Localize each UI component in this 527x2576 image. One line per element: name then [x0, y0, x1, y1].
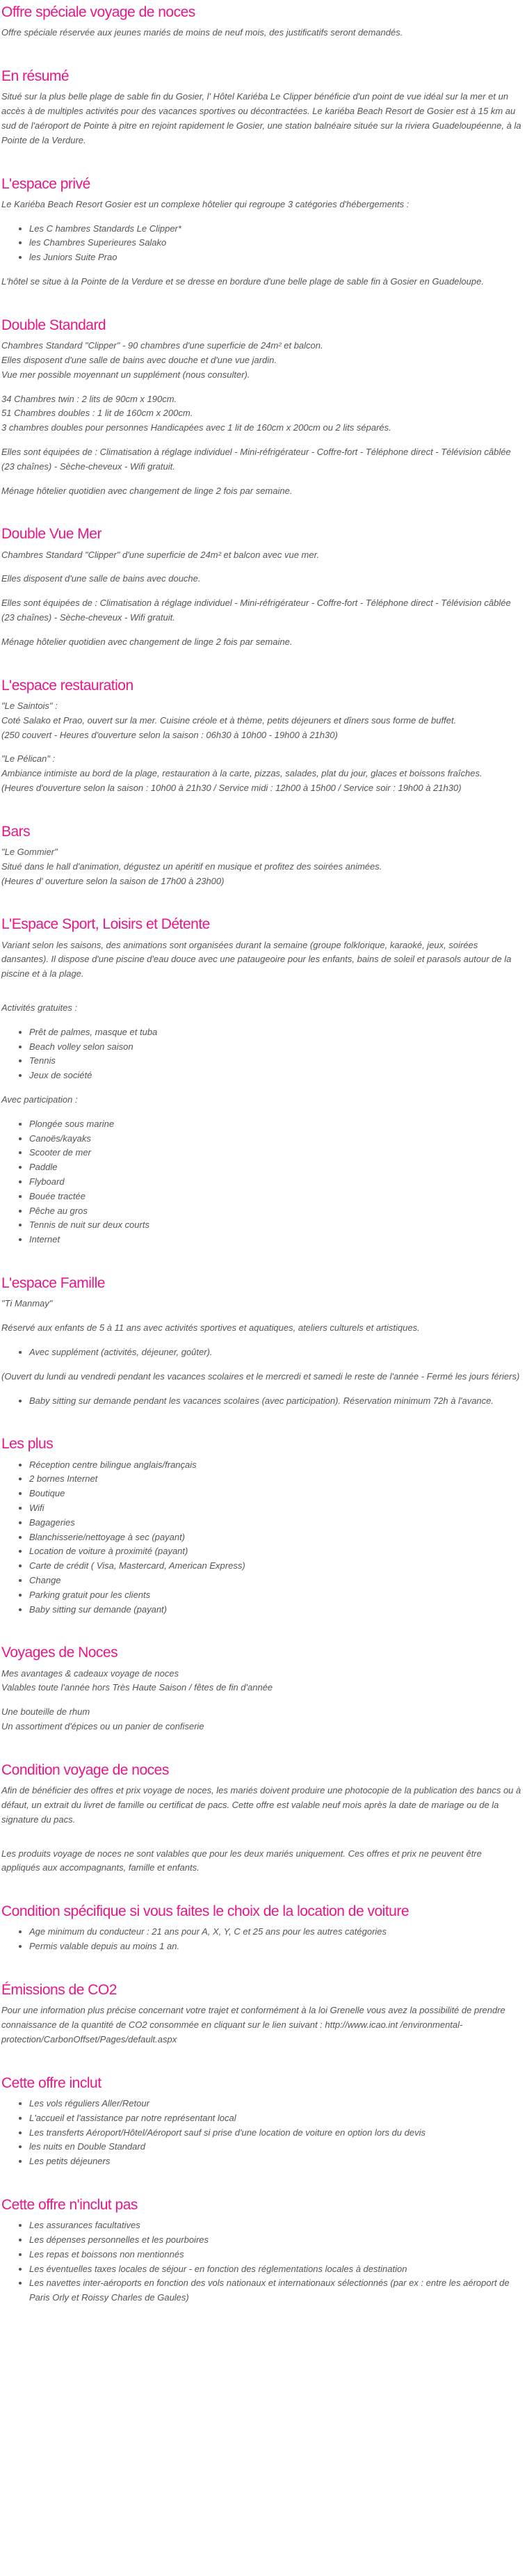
list-item: • Baby sitting sur demande (payant) [29, 1603, 523, 1617]
list-item: • Les éventuelles taxes locales de séjour - en fonction des réglementations locales à destination [29, 2262, 523, 2277]
list-item: • Permis valable depuis au moins 1 an. [29, 1939, 523, 1954]
section-restauration [1, 676, 523, 796]
text-line: "Le Saintois" : [1, 700, 58, 711]
location-list [1, 1925, 523, 1954]
list-item: • Pêche au gros [29, 1204, 523, 1219]
heading-les-plus: Les plus [1, 1436, 54, 1453]
text-line: Valables toute l'année hors Très Haute Saison / fêtes de fin d'année [1, 1682, 273, 1693]
famille-list-2 [1, 1394, 523, 1409]
text-line: Ambiance intimiste au bord de la plage, restauration à la carte, pizzas, salades, plat du jour, glaces et boissons fraîches. [1, 768, 483, 779]
list-item: • Plongée sous marine [29, 1117, 523, 1132]
prive-outro: L'hôtel se situe à la Pointe de la Verdure et se dresse en bordure d'une belle plage de sable fin à Gosier en Guadeloupe. [1, 276, 484, 287]
list-item: • Bouée tractée [29, 1190, 523, 1204]
section-resume [1, 67, 523, 147]
list-item: • Prêt de palmes, masque et tuba [29, 1025, 523, 1040]
famille-p3: (Ouvert du lundi au vendredi pendant les vacances scolaires et le mercredi et samedi le reste de l'année - Fermé les jours fériers) [1, 1370, 520, 1382]
list-item: • Les vols réguliers Aller/Retour [29, 2097, 523, 2111]
list-item: • Canoës/kayaks [29, 1132, 523, 1146]
text-line: Elles disposent d'une salle de bains avec douche et d'une vue jardin. [1, 354, 277, 365]
section-double-standard [1, 316, 523, 498]
list-item: • Flyboard [29, 1175, 523, 1190]
heading-sport-loisirs: L'Espace Sport, Loisirs et Détente [1, 916, 210, 933]
list-item: • Paddle [29, 1160, 523, 1175]
list-item: • Tennis [29, 1054, 523, 1069]
list-item: • Les navettes inter-aéroports en fonction des vols nationaux et internationaux sélectionnés (par ex : entre les aéroport de Paris Orly et Roissy Charles de Gaules) [29, 2276, 523, 2305]
sport-text: Variant selon les saisons, des animations sont organisées durant la semaine (groupe folklorique, karaoké, jeux, soirées dansantes). Il dispose d'une piscine d'eau douce avec une pataugeoire pour les enfants, bains de soleil et parasols autour de la piscine et à la plage. [1, 939, 512, 979]
text-line: Coté Salako et Prao, ouvert sur la mer. Cuisine créole et à thème, petits déjeuners et dîners sous forme de buffet. [1, 714, 457, 726]
co2-text: Pour une information plus précise concernant votre trajet et conformément à la loi Grenelle vous avez la possibilité de prendre connaissance de la quantité de CO2 consommée en cliquant sur le lien suivant : http://www.icao.int /environmental-protection/CarbonOffset/Pages/default.aspx [1, 2005, 505, 2045]
text-line: "Le Pélican" : [1, 753, 56, 765]
section-espace-famille [1, 1274, 523, 1408]
list-item: • Wifi [29, 1501, 523, 1516]
list-item: • Réception centre bilingue anglais/français [29, 1458, 523, 1473]
heading-resume: En résumé [1, 68, 70, 85]
heading-emissions-co2: Émissions de CO2 [1, 1982, 117, 1999]
section-les-plus [1, 1434, 523, 1617]
text-line: Une bouteille de rhum [1, 1706, 90, 1718]
famille-list-1 [1, 1345, 523, 1360]
list-item: • les nuits en Double Standard [29, 2140, 523, 2154]
text-line: "Le Gommier" [1, 846, 58, 857]
sport-paid-list [1, 1117, 523, 1247]
text-line: Chambres Standard "Clipper" - 90 chambres d'une superficie de 24m² et balcon. [1, 340, 323, 351]
list-item: • L'accueil et l'assistance par notre représentant local [29, 2111, 523, 2126]
text-line: (Heures d'ouverture selon la saison : 10h00 à 21h30 / Service midi : 12h00 à 15h00 / Service soir : 19h00 à 21h30) [1, 782, 462, 793]
pasinclut-list [1, 2218, 523, 2305]
list-item: • Bagageries [29, 1516, 523, 1530]
bars-p1 [1, 845, 523, 888]
sport-free-label: Activités gratuites : [1, 1002, 78, 1014]
sport-paid-label: Avec participation : [1, 1094, 78, 1105]
list-item: • les Chambres Superieures Salako [29, 236, 523, 250]
famille-p1: "Ti Manmay" [1, 1298, 53, 1309]
list-item: • Boutique [29, 1487, 523, 1501]
list-item: • Blanchisserie/nettoyage à sec (payant) [29, 1530, 523, 1545]
text-line: Situé dans le hall d'animation, dégustez un apéritif en musique et profitez des soirées animées. [1, 861, 382, 872]
text-line: 34 Chambres twin : 2 lits de 90cm x 190cm. [1, 393, 177, 404]
text-line: 3 chambres doubles pour personnes Handicapées avec 1 lit de 160cm x 200cm ou 2 lits séparés. [1, 422, 391, 433]
vuemer-p1: Chambres Standard "Clipper" d'une superficie de 24m² et balcon avec vue mer. [1, 549, 320, 560]
heading-offre-ninclut-pas: Cette offre n'inclut pas [1, 2196, 138, 2213]
heading-voyages-de-noces: Voyages de Noces [1, 1645, 118, 1661]
heading-bars: Bars [1, 823, 31, 840]
list-item: • Les dépenses personnelles et les pourboires [29, 2233, 523, 2248]
noces-p1 [1, 1667, 523, 1696]
list-item: • Avec supplément (activités, déjeuner, goûter). [29, 1345, 523, 1360]
section-offre-ninclut-pas [1, 2195, 523, 2305]
section-voyages-de-noces [1, 1643, 523, 1734]
section-bars [1, 822, 523, 889]
list-item: • Tennis de nuit sur deux courts [29, 1218, 523, 1233]
list-item: • Les repas et boissons non mentionnés [29, 2248, 523, 2262]
section-sport-loisirs [1, 915, 523, 1247]
section-espace-prive [1, 175, 523, 289]
vuemer-p4: Ménage hôtelier quotidien avec changement de linge 2 fois par semaine. [1, 636, 293, 647]
list-item: • Location de voiture à proximité (payant) [29, 1544, 523, 1559]
heading-location-voiture: Condition spécifique si vous faites le choix de la location de voiture [1, 1903, 410, 1920]
vuemer-p3: Elles sont équipées de : Climatisation à réglage individuel - Mini-réfrigérateur - Coffre-fort - Téléphone direct - Télévision câblée (23 chaînes) - Sèche-cheveux - Wifi gratuit. [1, 598, 511, 623]
restauration-p1 [1, 699, 523, 742]
famille-p2: Réservé aux enfants de 5 à 11 ans avec activités sportives et aquatiques, ateliers culturels et artistiques. [1, 1322, 420, 1334]
double-p2 [1, 392, 523, 435]
double-p4: Ménage hôtelier quotidien avec changement de linge 2 fois par semaine. [1, 485, 293, 496]
section-location-voiture [1, 1902, 523, 1954]
list-item: • Internet [29, 1233, 523, 1247]
spacer [1, 991, 523, 1001]
list-item: • Les transferts Aéroport/Hôtel/Aéroport sauf si prise d'une location de voiture en option lors du devis [29, 2126, 523, 2141]
section-offre-speciale [1, 3, 523, 40]
heading-double-vue-mer: Double Vue Mer [1, 526, 102, 543]
list-item: • Change [29, 1574, 523, 1588]
section-condition-noces [1, 1761, 523, 1875]
text-line: (250 couvert - Heures d'ouverture selon la saison : 06h30 à 10h00 - 19h00 à 21h30) [1, 729, 338, 740]
list-item: • Scooter de mer [29, 1146, 523, 1160]
heading-espace-famille: L'espace Famille [1, 1275, 105, 1292]
list-item: • Parking gratuit pour les clients [29, 1588, 523, 1603]
text-line: (Heures d' ouverture selon la saison de 17h00 à 23h00) [1, 875, 225, 886]
resume-text: Situé sur la plus belle plage de sable fin du Gosier, l' Hôtel Kariéba Le Clipper bénéficie d'un point de vue idéal sur la mer et un accès à de multiples activités pour des vacances sportives ou décontractées. Le kariéba Beach Resort de Gosier est à 15 km au sud de l'aéroport de Pointe à pitre en rejoint rapidement le Gosier, une station balnéaire située sur la riviera Guadeloupéenne, à la Pointe de la Verdure. [1, 91, 521, 145]
heading-restauration: L'espace restauration [1, 677, 133, 694]
list-item: • Carte de crédit ( Visa, Mastercard, American Express) [29, 1559, 523, 1574]
prive-list [1, 222, 523, 265]
condition-p2: Les produits voyage de noces ne sont valables que pour les deux mariés uniquement. Ces offres et prix ne peuvent être appliqués aux accompagnants, famille et enfants. [1, 1848, 482, 1873]
sport-free-list [1, 1025, 523, 1083]
double-p3: Elles sont équipées de : Climatisation à réglage individuel - Mini-réfrigérateur - Coffre-fort - Téléphone direct - Télévision câblée (23 chaînes) - Sèche-cheveux - Wifi gratuit. [1, 446, 511, 472]
heading-condition-noces: Condition voyage de noces [1, 1761, 169, 1778]
heading-offre-inclut: Cette offre inclut [1, 2074, 102, 2091]
text-line: Mes avantages & cadeaux voyage de noces [1, 1667, 179, 1679]
prive-intro: Le Kariéba Beach Resort Gosier est un complexe hôtelier qui regroupe 3 catégories d'hébergements : [1, 198, 410, 209]
inclut-list [1, 2097, 523, 2169]
section-double-vue-mer [1, 525, 523, 649]
section-emissions-co2 [1, 1981, 523, 2047]
restauration-p2 [1, 752, 523, 795]
heading-offre-speciale: Offre spéciale voyage de noces [1, 4, 195, 20]
list-item: • Age minimum du conducteur : 21 ans pour A, X, Y, C et 25 ans pour les autres catégories [29, 1925, 523, 1939]
list-item: • 2 bornes Internet [29, 1472, 523, 1487]
text-line: Un assortiment d'épices ou un panier de confiserie [1, 1721, 204, 1732]
vuemer-p2: Elles disposent d'une salle de bains avec douche. [1, 573, 201, 584]
noces-p2 [1, 1705, 523, 1734]
list-item: • Les assurances facultatives [29, 2218, 523, 2233]
condition-p1: Afin de bénéficier des offres et prix voyage de noces, les mariés doivent produire une photocopie de la publication des bancs ou à défaut, un extrait du livret de famille ou certificat de pacs. Cette offre est valable neuf mois après la date de mariage ou de la signature du pacs. [1, 1785, 521, 1825]
section-offre-inclut [1, 2074, 523, 2169]
list-item: • Les petits déjeuners [29, 2154, 523, 2169]
list-item: • Beach volley selon saison [29, 1040, 523, 1055]
list-item: • Les C hambres Standards Le Clipper* [29, 222, 523, 237]
heading-double-standard: Double Standard [1, 317, 106, 333]
text-line: Vue mer possible moyennant un supplément (nous consulter). [1, 369, 250, 380]
heading-espace-prive: L'espace privé [1, 175, 90, 192]
spacer [1, 1837, 523, 1847]
list-item: • les Juniors Suite Prao [29, 250, 523, 265]
list-item: • Jeux de société [29, 1069, 523, 1083]
offre-text: Offre spéciale réservée aux jeunes mariés de moins de neuf mois, des justificatifs seront demandés. [1, 27, 403, 38]
list-item: • Baby sitting sur demande pendant les vacances scolaires (avec participation). Réservation minimum 72h à l'avance. [29, 1394, 523, 1409]
text-line: 51 Chambres doubles : 1 lit de 160cm x 200cm. [1, 408, 193, 419]
double-p1 [1, 339, 523, 382]
plus-list [1, 1458, 523, 1617]
